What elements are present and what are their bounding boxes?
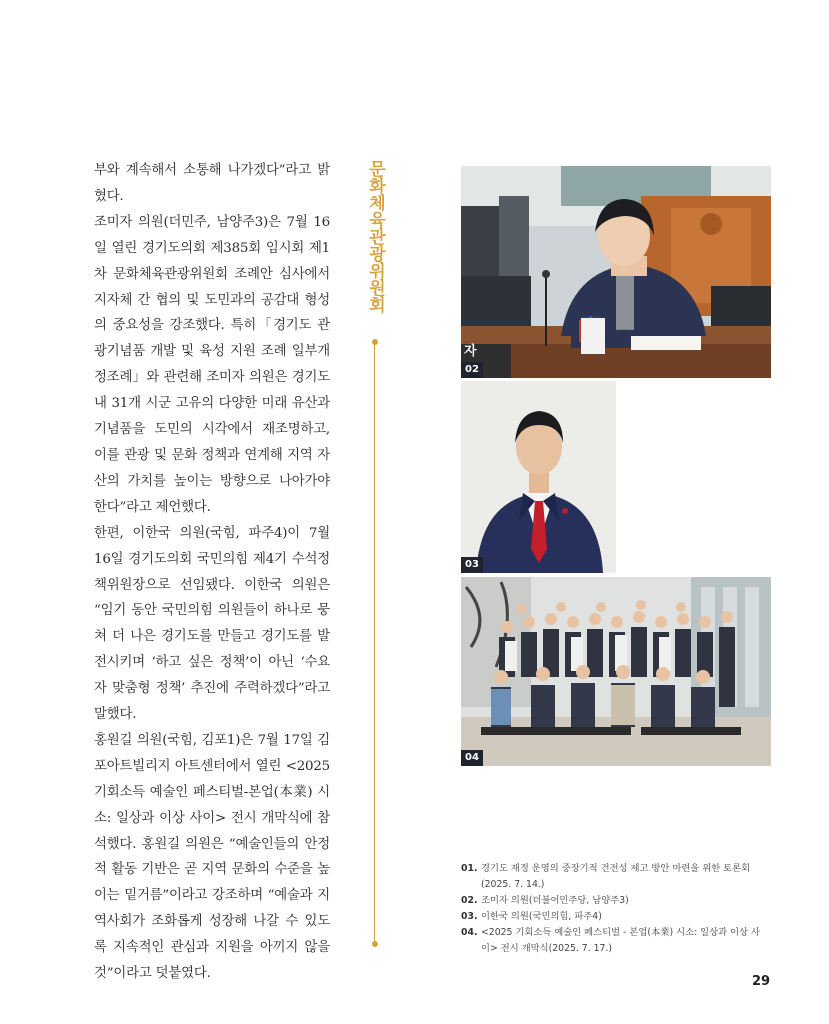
caption-item <box>461 861 761 893</box>
section-title: 문화체육관광위원회 <box>365 160 385 313</box>
page-number: 29 <box>752 974 771 989</box>
caption-text: <2025 기회소득 예술인 페스티벌 - 본업(本業) 시소: 일상과 이상 사이> 전시 개막식(2025. 7. 17.) <box>481 927 760 954</box>
divider-dot-top <box>372 339 378 345</box>
photo-04-number: 04 <box>461 750 483 766</box>
caption-number: 01. <box>461 863 478 874</box>
paragraph: 부와 계속해서 소통해 나가겠다”라고 밝혔다. <box>94 163 330 204</box>
nameplate-text: 자 <box>464 344 477 359</box>
caption-item <box>461 925 761 957</box>
photo-03 <box>461 381 616 573</box>
caption-text: 조미자 의원(더불어민주당, 남양주3) <box>481 895 629 906</box>
caption-text: 이한국 의원(국민의힘, 파주4) <box>481 911 602 922</box>
divider-dot-bottom <box>372 941 378 947</box>
caption-number: 04. <box>461 927 478 938</box>
article-body <box>94 158 330 987</box>
paragraph: 조미자 의원(더민주, 남양주3)은 7월 16일 열린 경기도의회 제385회 임시회 제1차 문화체육관광위원회 조례안 심사에서 지자체 간 협의 및 도민과의 공감대 형성의 중요성을 강조했다. 특히「경기도 관광기념품 개발 및 육성 지원 조례 일부개정조례」와 관련해 조미자 의원은 경기도 내 31개 시군 고유의 다양한 미래 유산과 기념품을 도민의 시각에서 재조명하고, 이를 관광 및 문화 정책과 연계해 지역 자산의 가치를 높이는 방향으로 나아가야 한다”라고 제언했다. <box>94 214 330 515</box>
caption-item <box>461 893 761 909</box>
caption-number: 03. <box>461 911 478 922</box>
photo-02-illustration <box>461 166 771 378</box>
photo-04 <box>461 577 771 766</box>
paragraph: 홍원길 의원(국힘, 김포1)은 7월 17일 김포아트빌리지 아트센터에서 열린 <2025 기회소득 예술인 페스티벌-본업(本業) 시소: 일상과 이상 사이> 전시 개막식에 참석했다. 홍원길 의원은 “예술인들의 안정적 활동 기반은 곧 지역 문화의 수준을 높이는 밑거름”이라고 강조하며 “예술과 지역사회가 조화롭게 성장해 나갈 수 있도록 지속적인 관심과 지원을 아끼지 않을 것”이라고 덧붙였다. <box>94 732 330 982</box>
photo-04-illustration <box>461 577 771 766</box>
section-divider-line <box>374 342 375 944</box>
paragraph: 한편, 이한국 의원(국힘, 파주4)이 7월 16일 경기도의회 국민의힘 제4기 수석정책위원장으로 선임됐다. 이한국 의원은 “임기 동안 국민의힘 의원들이 하나로 뭉쳐 더 나은 경기도를 만들고 경기도를 발전시키며 ‘하고 싶은 정책’이 아닌 ‘수요자 맞춤형 정책’ 추진에 주력하겠다”라고 말했다. <box>94 525 330 723</box>
photo-03-illustration <box>461 381 616 573</box>
photo-02-number: 02 <box>461 362 483 378</box>
photo-captions <box>461 861 761 957</box>
caption-text: 경기도 재정 운영의 중장기적 건전성 제고 방안 마련을 위한 토론회 (2025. 7. 14.) <box>481 863 751 890</box>
caption-item <box>461 909 761 925</box>
caption-number: 02. <box>461 895 478 906</box>
photo-03-number: 03 <box>461 557 483 573</box>
photo-02 <box>461 166 771 378</box>
